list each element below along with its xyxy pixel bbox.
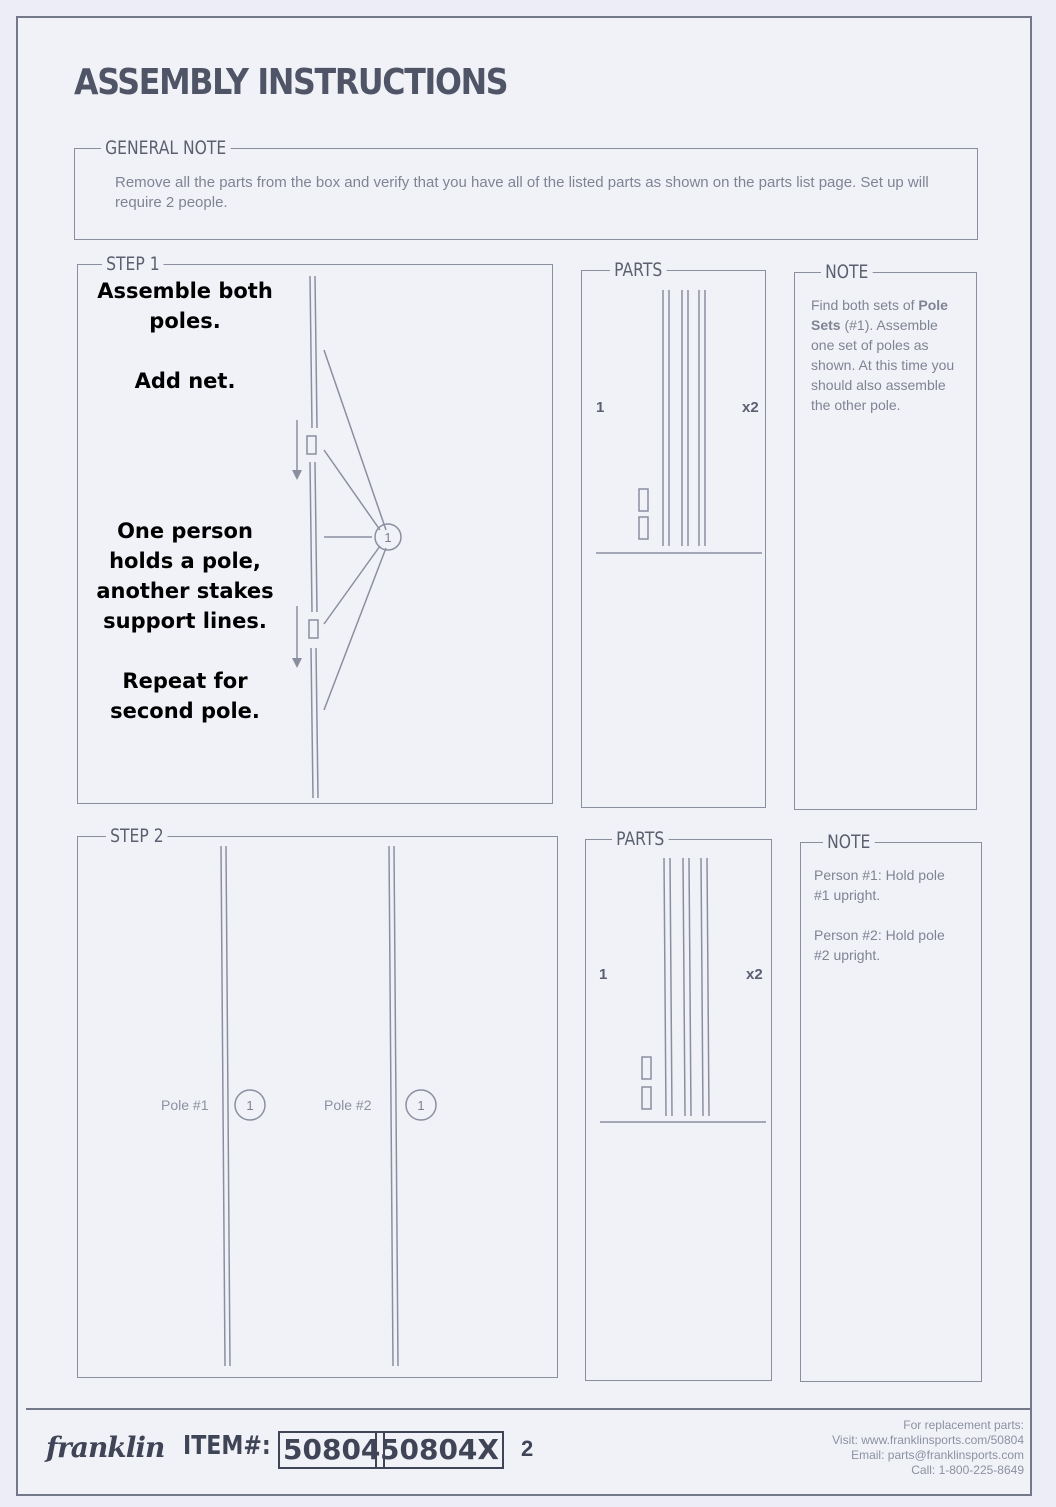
step1-line-2: poles. <box>149 309 221 333</box>
contact-line-1: For replacement parts: <box>903 1418 1024 1432</box>
note1-text-before: Find both sets of <box>811 297 915 313</box>
step1-arrow-head-1 <box>292 470 302 480</box>
step2-pole2-a <box>389 846 393 1366</box>
parts2-pole-3a <box>701 858 703 1116</box>
note1-bold: Pole Sets <box>811 297 948 333</box>
step1-connector-1 <box>307 436 316 454</box>
general-note-text: Remove all the parts from the box and verify that you have all of the listed parts as shown on the parts list page. Set up will require 2 people. <box>115 174 929 211</box>
step1-line-8: Repeat for <box>122 669 248 693</box>
note2-line-2: Person #2: Hold pole #2 upright. <box>814 927 945 963</box>
step1-arrow-head-2 <box>292 658 302 668</box>
contact-line-4: Call: 1-800-225-8649 <box>911 1463 1024 1477</box>
pole1-label: Pole #1 <box>161 1097 209 1113</box>
footer-rule <box>26 1408 1030 1410</box>
step2-pole1-a <box>221 846 225 1366</box>
step1-line-7: support lines. <box>103 609 267 633</box>
parts1-legend: PARTS <box>610 259 666 281</box>
parts2-legend: PARTS <box>612 828 668 850</box>
parts1-connector-2 <box>639 517 648 539</box>
parts2-pole-2a <box>683 858 685 1116</box>
step2-pole2-b <box>394 846 398 1366</box>
parts2-part-number: 1 <box>599 966 608 983</box>
step1-pole-mid-b <box>315 462 317 612</box>
item-label: ITEM#: <box>183 1431 271 1461</box>
step1-leader-5 <box>324 548 386 710</box>
step1-pole-bottom-b <box>316 648 318 798</box>
note1-text-after: (#1). Assemble one set of poles as shown. At this time you should also assemble the other pole. <box>811 317 955 413</box>
page-number: 2 <box>521 1436 534 1461</box>
parts2-pole-3b <box>707 858 709 1116</box>
parts2-pole-1a <box>664 858 666 1116</box>
contact-line-2: Visit: www.franklinsports.com/50804 <box>832 1433 1024 1447</box>
franklin-logo: franklin <box>46 1431 165 1464</box>
step1-line-9: second pole. <box>110 699 260 723</box>
parts2-connector-1 <box>642 1057 651 1079</box>
step1-pole-mid <box>310 462 312 612</box>
contact-line-3: Email: parts@franklinsports.com <box>851 1448 1024 1462</box>
parts2-pole-1b <box>670 858 672 1116</box>
item-code-1: 50804 <box>278 1431 385 1469</box>
step2-legend: STEP 2 <box>106 825 168 847</box>
contact-info <box>832 1418 1024 1478</box>
note1-legend: NOTE <box>821 261 872 283</box>
step2-callout-2-number: 1 <box>417 1098 425 1113</box>
item-code-2: 50804X <box>375 1431 504 1469</box>
note2-legend: NOTE <box>823 831 874 853</box>
page-title: ASSEMBLY INSTRUCTIONS <box>74 62 508 103</box>
parts2-connector-2 <box>642 1087 651 1109</box>
step1-pole-bottom <box>311 648 313 798</box>
step1-line-4: One person <box>117 519 253 543</box>
step1-line-6: another stakes <box>96 579 274 603</box>
step1-pole-top <box>310 276 312 428</box>
step2-callout-1-number: 1 <box>246 1098 254 1113</box>
parts1-quantity: x2 <box>742 399 759 416</box>
step2-pole1-b <box>226 846 230 1366</box>
step1-line-5: holds a pole, <box>109 549 261 573</box>
note2-line-1: Person #1: Hold pole #1 upright. <box>814 867 945 903</box>
step1-line-1: Assemble both <box>97 279 273 303</box>
step1-pole-top-b <box>315 276 317 428</box>
parts2-quantity: x2 <box>746 966 763 983</box>
general-note-legend: GENERAL NOTE <box>101 137 230 159</box>
step1-legend: STEP 1 <box>102 253 164 275</box>
step1-leader-1 <box>324 350 386 530</box>
parts1-part-number: 1 <box>596 399 605 416</box>
step1-line-3: Add net. <box>134 369 236 393</box>
step1-callout-number: 1 <box>384 530 392 545</box>
step1-connector-2 <box>309 620 318 638</box>
parts1-connector-1 <box>639 489 648 511</box>
parts2-pole-2b <box>689 858 691 1116</box>
pole2-label: Pole #2 <box>324 1097 372 1113</box>
